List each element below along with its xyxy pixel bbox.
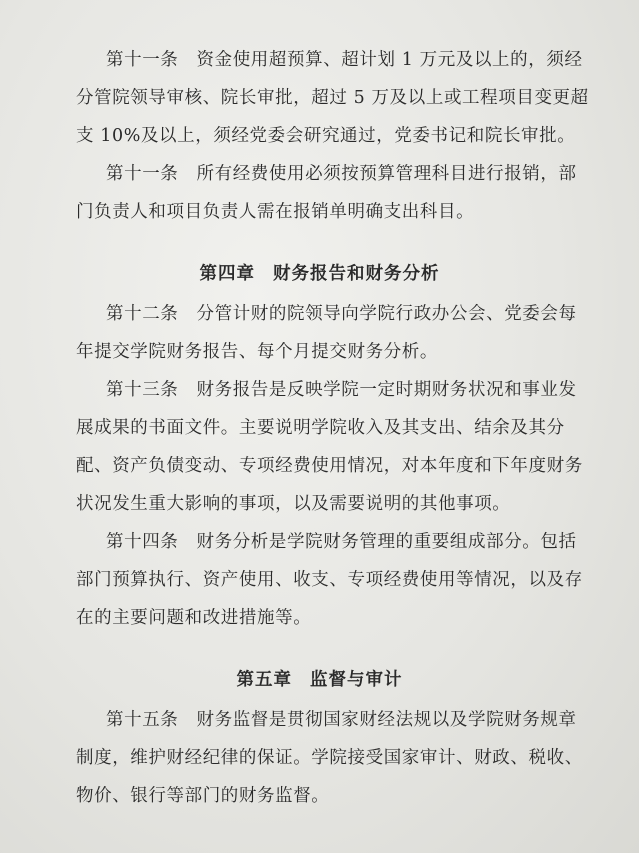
article-13-line-1: 第十三条 财务报告是反映学院一定时期财务状况和事业发 — [106, 380, 577, 400]
article-11a-line-1: 第十一条 资金使用超预算、超计划 1 万元及以上的，须经 — [106, 50, 583, 70]
chapter-4-number: 第四章 — [199, 264, 255, 284]
chapter-4-title: 财务报告和财务分析 — [273, 264, 440, 284]
article-15-line-1: 第十五条 财务监督是贯彻国家财经法规以及学院财务规章 — [106, 710, 577, 730]
article-11a-line-2: 分管院领导审核、院长审批，超过 5 万及以上或工程项目变更超 — [76, 88, 589, 108]
chapter-5-title: 监督与审计 — [310, 670, 403, 690]
article-14-line-3: 在的主要问题和改进措施等。 — [76, 608, 312, 628]
article-12-line-1: 第十二条 分管计财的院领导向学院行政办公会、党委会每 — [106, 304, 577, 324]
chapter-4-heading — [0, 262, 639, 286]
chapter-5-number: 第五章 — [236, 670, 292, 690]
article-14-line-1: 第十四条 财务分析是学院财务管理的重要组成部分。包括 — [106, 532, 577, 552]
article-11b-line-1: 第十一条 所有经费使用必须按预算管理科目进行报销，部 — [106, 164, 577, 184]
article-13-line-4: 状况发生重大影响的事项，以及需要说明的其他事项。 — [76, 494, 511, 514]
article-12-line-2: 年提交学院财务报告、每个月提交财务分析。 — [76, 342, 438, 362]
chapter-5-heading — [0, 668, 639, 692]
article-13-line-3: 配、资产负债变动、专项经费使用情况，对本年度和下年度财务 — [76, 456, 583, 476]
article-15-line-2: 制度，维护财经纪律的保证。学院接受国家审计、财政、税收、 — [76, 748, 583, 768]
article-11a-line-3: 支 10%及以上，须经党委会研究通过，党委书记和院长审批。 — [76, 126, 576, 146]
article-11b-line-2: 门负责人和项目负责人需在报销单明确支出科目。 — [76, 202, 475, 222]
article-14-line-2: 部门预算执行、资产使用、收支、专项经费使用等情况，以及存 — [76, 570, 583, 590]
article-15-line-3: 物价、银行等部门的财务监督。 — [76, 786, 330, 806]
article-13-line-2: 展成果的书面文件。主要说明学院收入及其支出、结余及其分 — [76, 418, 565, 438]
